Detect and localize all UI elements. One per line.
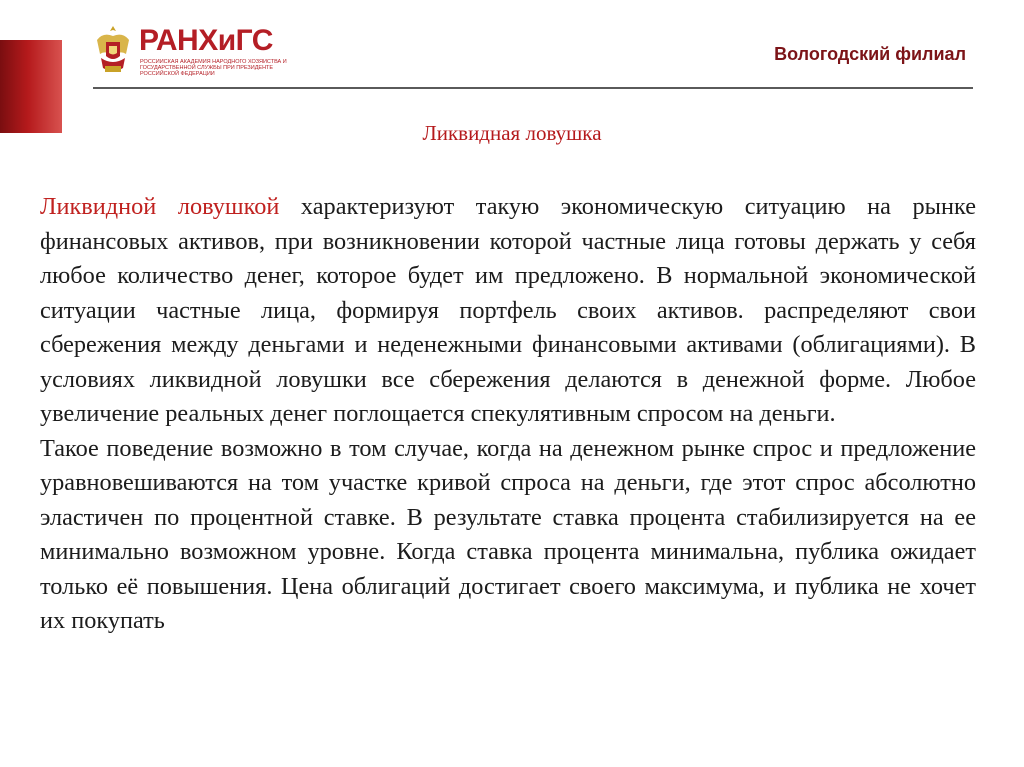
slide-title: Ликвидная ловушка — [422, 121, 602, 145]
highlighted-term: Ликвидной ловушкой — [40, 193, 280, 220]
red-accent-bar — [0, 40, 62, 133]
ranepa-logo — [93, 22, 293, 80]
header-divider — [93, 87, 973, 89]
paragraph-definition-text: характеризуют такую экономическую ситуацию на рынке финансовых активов, при возникновении которой частные лица готовы держать у себя любое количество денег, которое будет им предложено. В нормальной экономической ситуации частные лица, формируя портфель своих активов. распределяют свои сбережения между деньгами и неденежными финансовыми активами (облигациями). В условиях ликвидной ловушки все сбережения делаются в денежной форме. Любое увеличение реальных денег поглощается спекулятивным спросом на деньги. — [40, 193, 976, 427]
paragraph-definition — [40, 190, 976, 432]
eagle-emblem-icon — [93, 22, 133, 78]
paragraph-explanation: Такое поведение возможно в том случае, когда на денежном рынке спрос и предложение уравновешиваются на том участке кривой спроса на деньги, где этот спрос абсолютно эластичен по процентной ставке. В результате ставка процента стабилизируется на ее минимально возможном уровне. Когда ставка процента минимальна, публика ожидает только её повышения. Цена облигаций достигает своего максимума, и публика не хочет их покупать — [40, 434, 976, 634]
branch-name: Вологодский филиал — [774, 44, 966, 64]
slide-body — [40, 190, 976, 639]
logo-title: РАНХиГС — [139, 24, 273, 57]
logo-subtitle: РОССИЙСКАЯ АКАДЕМИЯ НАРОДНОГО ХОЗЯЙСТВА И ГОСУДАРСТВЕННОЙ СЛУЖБЫ ПРИ ПРЕЗИДЕНТЕ РОССИЙСКОЙ ФЕДЕРАЦИИ — [140, 59, 287, 77]
